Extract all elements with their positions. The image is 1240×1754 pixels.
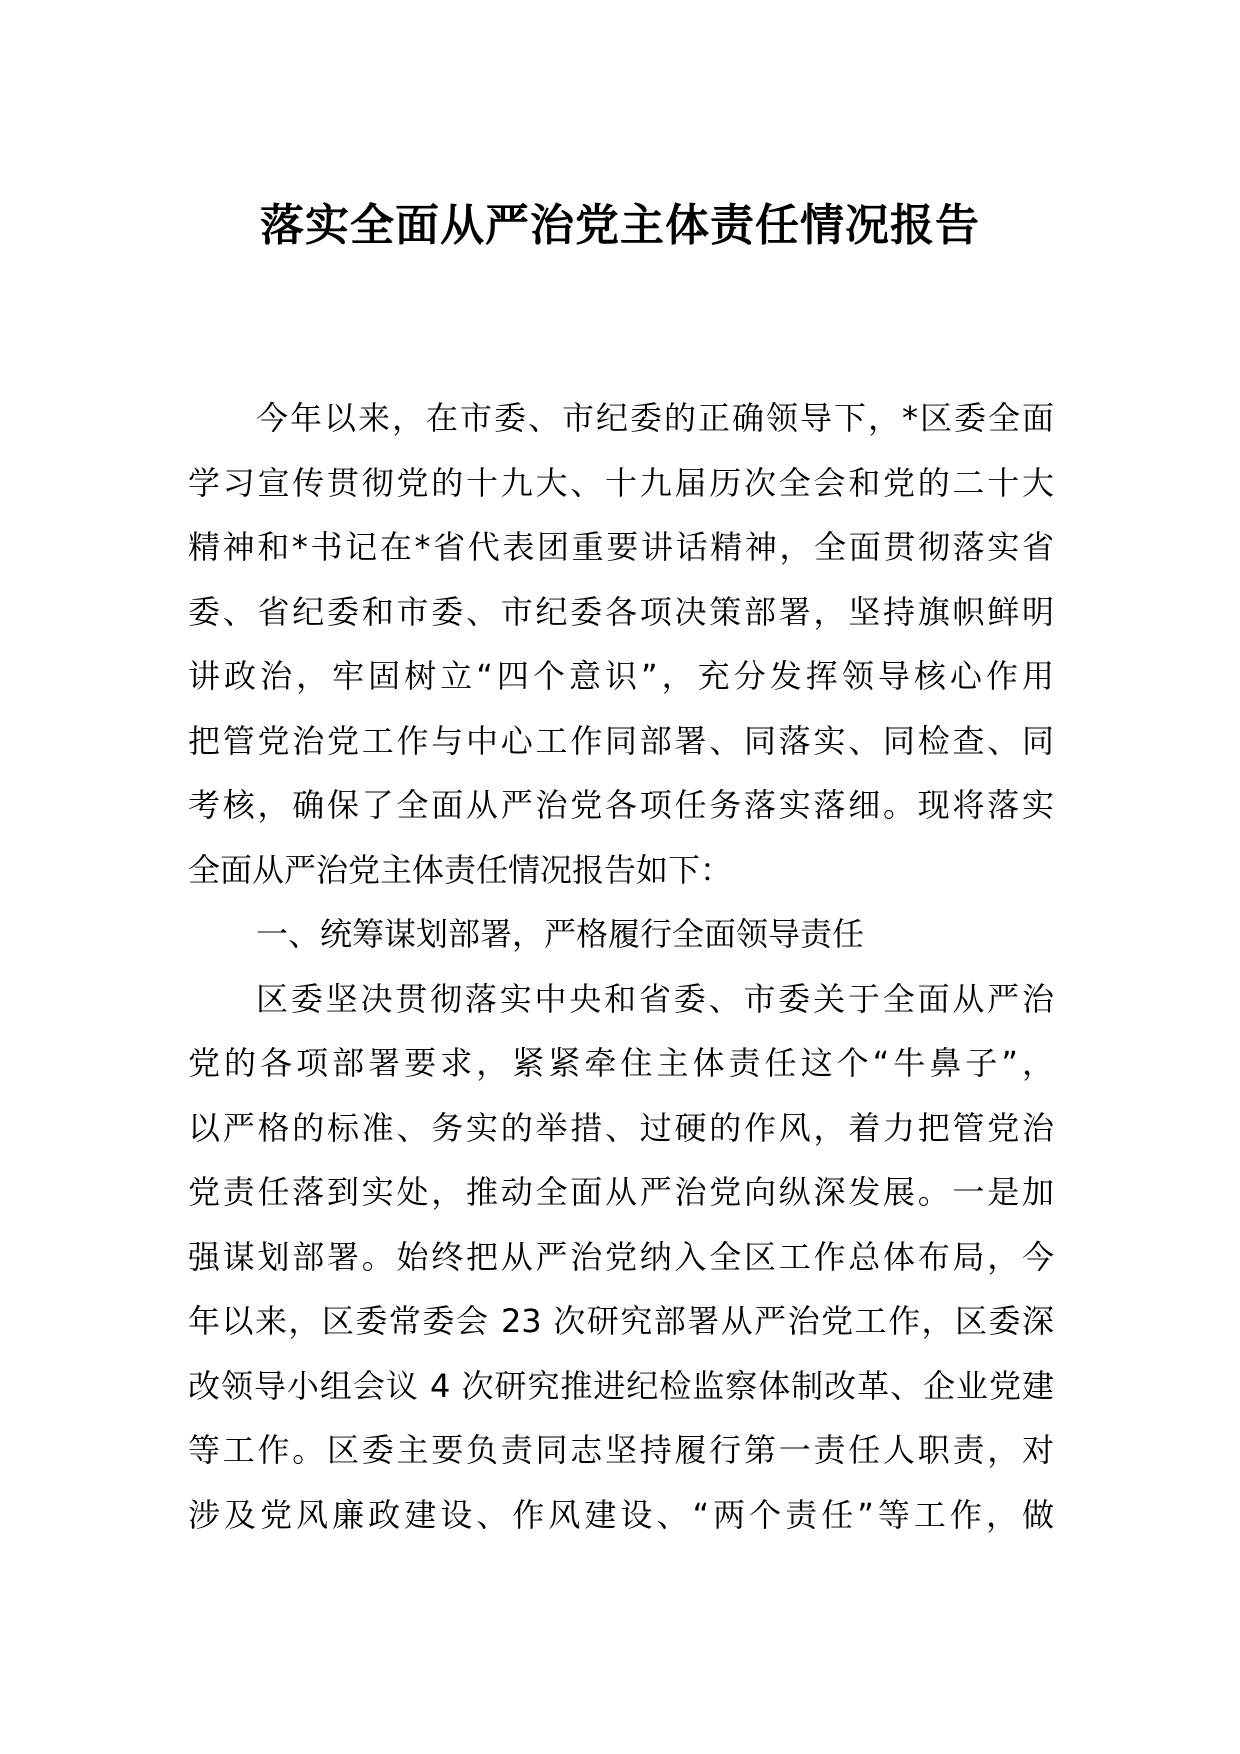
section-heading: 一、统筹谋划部署，严格履行全面领导责任 <box>256 915 865 953</box>
paragraph-line: 精神和*书记在*省代表团重要讲话精神，全面贯彻落实省 <box>188 528 1054 566</box>
paragraph-line: 学习宣传贯彻党的十九大、十九届历次全会和党的二十大 <box>188 463 1054 502</box>
paragraph-line: 强谋划部署。始终把从严治党纳入全区工作总体布局，今 <box>188 1237 1054 1276</box>
document-body <box>188 386 1054 1547</box>
paragraph-line: 以严格的标准、务实的举措、过硬的作风，着力把管党治 <box>188 1108 1054 1147</box>
paragraph-line: 今年以来，在市委、市纪委的正确领导下，*区委全面 <box>256 399 1054 437</box>
paragraph-line: 党责任落到实处，推动全面从严治党向纵深发展。一是加 <box>188 1173 1054 1211</box>
paragraph-line: 考核，确保了全面从严治党各项任务落实落细。现将落实 <box>188 786 1054 824</box>
paragraph-line: 等工作。区委主要负责同志坚持履行第一责任人职责，对 <box>188 1431 1054 1469</box>
paragraph-line: 区委坚决贯彻落实中央和省委、市委关于全面从严治 <box>256 979 1054 1018</box>
paragraph-line: 讲政治，牢固树立“四个意识”，充分发挥领导核心作用 <box>188 657 1054 695</box>
paragraph-line: 涉及党风廉政建设、作风建设、“两个责任”等工作，做 <box>188 1495 1054 1534</box>
document-title: 落实全面从严治党主体责任情况报告 <box>260 200 980 251</box>
paragraph-line: 年以来，区委常委会 23 次研究部署从严治党工作，区委深 <box>188 1302 1054 1340</box>
paragraph-line: 改领导小组会议 4 次研究推进纪检监察体制改革、企业党建 <box>188 1366 1054 1405</box>
paragraph-line: 委、省纪委和市委、市纪委各项决策部署，坚持旗帜鲜明 <box>188 592 1054 631</box>
paragraph-line: 把管党治党工作与中心工作同部署、同落实、同检查、同 <box>188 721 1054 760</box>
paragraph-line: 党的各项部署要求，紧紧牵住主体责任这个“牛鼻子”， <box>188 1044 1054 1082</box>
paragraph-line: 全面从严治党主体责任情况报告如下： <box>188 850 733 889</box>
